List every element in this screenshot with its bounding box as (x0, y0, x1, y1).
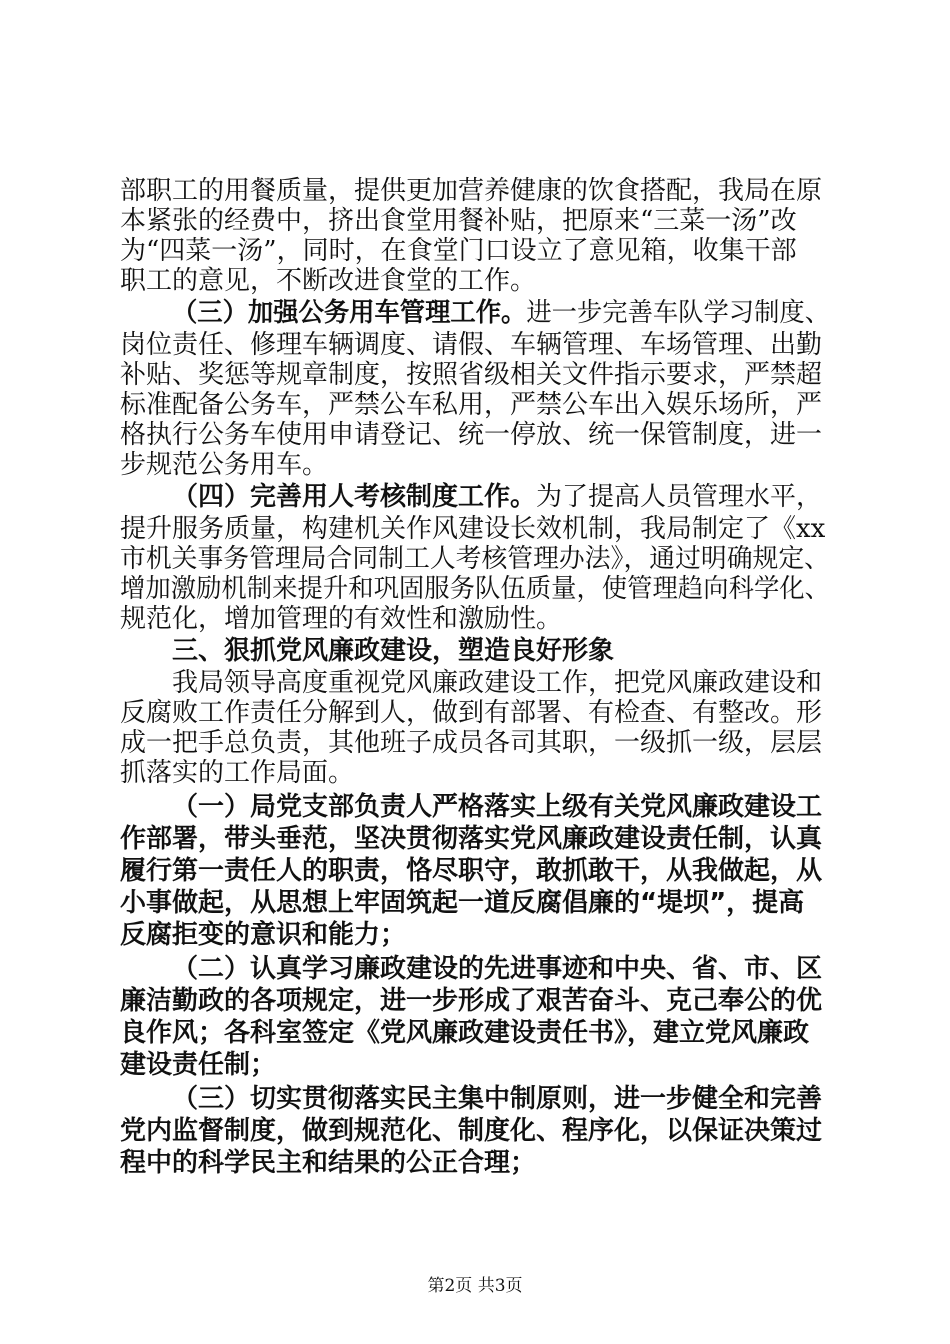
text-line: 小事做起，从思想上牢固筑起一道反腐倡廉的“堤坝”，提高 (120, 888, 805, 918)
text-line: 反腐败工作责任分解到人，做到有部署、有检查、有整改。形 (120, 698, 823, 728)
text-line: 标准配备公务车，严禁公车私用，严禁公车出入娱乐场所，严 (120, 390, 823, 420)
section-text: 为了提高人员管理水平， (536, 482, 823, 512)
text-line: 成一把手总负责，其他班子成员各司其职，一级抓一级，层层 (120, 728, 823, 758)
text-line: 为“四菜一汤”，同时，在食堂门口设立了意见箱，收集干部 (120, 236, 797, 266)
text-line: 程中的科学民主和结果的公正合理； (120, 1148, 537, 1178)
text-line: 我局领导高度重视党风廉政建设工作，把党风廉政建设和 (172, 668, 823, 698)
chapter-heading: 三、狠抓党风廉政建设，塑造良好形象 (172, 636, 615, 666)
section-line (172, 298, 830, 328)
text-line: 步规范公务用车。 (120, 450, 329, 480)
text-line: 作部署，带头垂范，坚决贯彻落实党风廉政建设责任制，认真 (120, 824, 823, 854)
text-line: 部职工的用餐质量，提供更加营养健康的饮食搭配，我局在原 (120, 176, 823, 206)
text-line: 岗位责任、修理车辆调度、请假、车辆管理、车场管理、出勤 (120, 330, 823, 360)
text-line: 廉洁勤政的各项规定，进一步形成了艰苦奋斗、克己奉公的优 (120, 986, 823, 1016)
text-line: 增加激励机制来提升和巩固服务队伍质量，使管理趋向科学化、 (120, 574, 831, 604)
text-line: 履行第一责任人的职责，恪尽职守，敢抓敢干，从我做起，从 (120, 856, 823, 886)
text-line: 建设责任制； (120, 1050, 277, 1080)
text-line: 市机关事务管理局合同制工人考核管理办法》，通过明确规定、 (120, 544, 831, 574)
section-line (172, 482, 822, 512)
text-line: 提升服务质量，构建机关作风建设长效机制，我局制定了《xx (120, 514, 826, 544)
text-line: 党内监督制度，做到规范化、制度化、程序化，以保证决策过 (120, 1116, 823, 1146)
section-heading: （三）加强公务用车管理工作。 (172, 298, 527, 328)
text-line: 补贴、奖惩等规章制度，按照省级相关文件指示要求，严禁超 (120, 360, 823, 390)
text-line: （三）切实贯彻落实民主集中制原则，进一步健全和完善 (172, 1084, 823, 1114)
section-text: 进一步完善车队学习制度、 (526, 298, 831, 328)
text-line: 职工的意见，不断改进食堂的工作。 (120, 266, 537, 296)
text-line: 规范化，增加管理的有效性和激励性。 (120, 604, 563, 634)
section-heading: （四）完善用人考核制度工作。 (172, 482, 537, 512)
text-line: （一）局党支部负责人严格落实上级有关党风廉政建设工 (172, 792, 823, 822)
text-line: （二）认真学习廉政建设的先进事迹和中央、省、市、区 (172, 954, 823, 984)
text-line: 反腐拒变的意识和能力； (120, 920, 407, 950)
text-line: 抓落实的工作局面。 (120, 758, 355, 788)
text-line: 格执行公务车使用申请登记、统一停放、统一保管制度，进一 (120, 420, 823, 450)
text-line: 良作风；各科室签定《党风廉政建设责任书》，建立党风廉政 (120, 1018, 810, 1048)
page-footer: 第2页 共3页 (427, 1276, 523, 1296)
text-line: 本紧张的经费中，挤出食堂用餐补贴，把原来“三菜一汤”改 (120, 206, 797, 236)
